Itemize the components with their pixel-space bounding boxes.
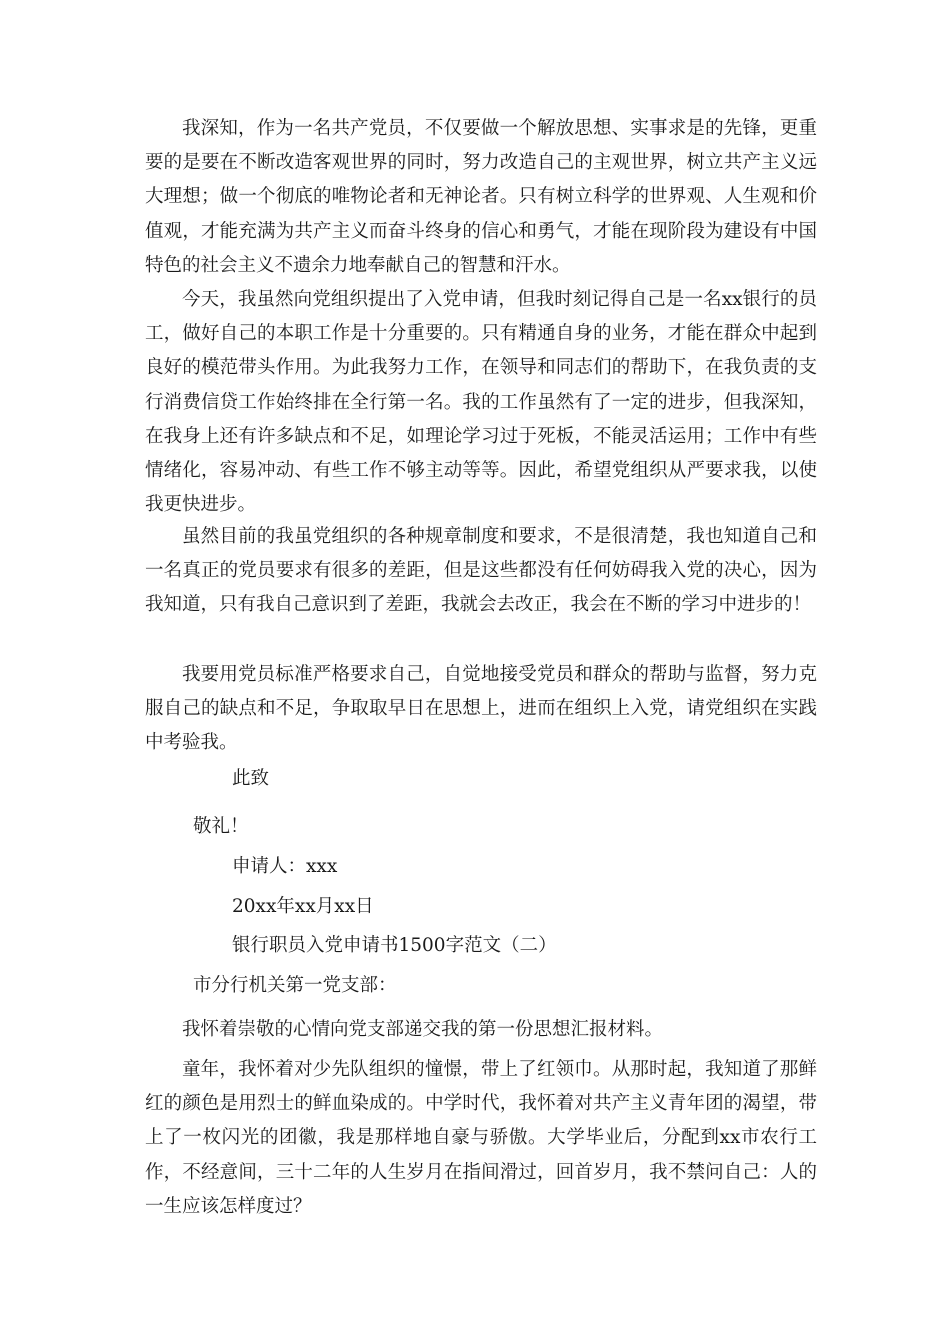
- section-title: 银行职员入党申请书1500字范文（二）: [232, 935, 557, 956]
- paragraph-5: 我怀着崇敬的心情向党支部递交我的第一份思想汇报材料。: [182, 1019, 664, 1040]
- paragraph-2: 今天，我虽然向党组织提出了入党申请，但我时刻记得自己是一名xx银行的员工，做好自己的本职工作是十分重要的。只有精通自身的业务，才能在群众中起到良好的模范带头作用。为此我努力工作，在领导和同志们的帮助下，在我负责的支行消费信贷工作始终排在全行第一名。我的工作虽然有了一定的进步，但我深知，在我身上还有许多缺点和不足，如理论学习过于死板，不能灵活运用；工作中有些情绪化，容易冲动、有些工作不够主动等等。因此，希望党组织从严要求我，以使我更快进步。: [145, 289, 817, 516]
- date-line: 20xx年xx月xx日: [232, 896, 374, 917]
- salute-text: 敬礼！: [193, 816, 249, 837]
- paragraph-4: 我要用党员标准严格要求自己，自觉地接受党员和群众的帮助与监督，努力克服自己的缺点和不足，争取取早日在思想上，进而在组织上入党，请党组织在实践中考验我。: [145, 664, 817, 754]
- applicant-line: 申请人：xxx: [232, 856, 338, 877]
- addressee-line: 市分行机关第一党支部：: [193, 975, 397, 996]
- paragraph-3: 虽然目前的我虽党组织的各种规章制度和要求，不是很清楚，我也知道自己和一名真正的党员要求有很多的差距，但是这些都没有任何妨碍我入党的决心，因为我知道，只有我自己意识到了差距，我就会去改正，我会在不断的学习中进步的！: [145, 526, 817, 616]
- paragraph-1: 我深知，作为一名共产党员，不仅要做一个解放思想、实事求是的先锋，更重要的是要在不断改造客观世界的同时，努力改造自己的主观世界，树立共产主义远大理想；做一个彻底的唯物论者和无神论者。只有树立科学的世界观、人生观和价值观，才能充满为共产主义而奋斗终身的信心和勇气，才能在现阶段为建设有中国特色的社会主义不遗余力地奉献自己的智慧和汗水。: [145, 118, 817, 276]
- closing-text: 此致: [232, 768, 270, 789]
- paragraph-6: 童年，我怀着对少先队组织的憧憬，带上了红领巾。从那时起，我知道了那鲜红的颜色是用烈士的鲜血染成的。中学时代，我怀着对共产主义青年团的渴望，带上了一枚闪光的团徽，我是那样地自豪与骄傲。大学毕业后，分配到xx市农行工作，不经意间，三十二年的人生岁月在指间滑过，回首岁月，我不禁问自己：人的一生应该怎样度过？: [145, 1059, 817, 1217]
